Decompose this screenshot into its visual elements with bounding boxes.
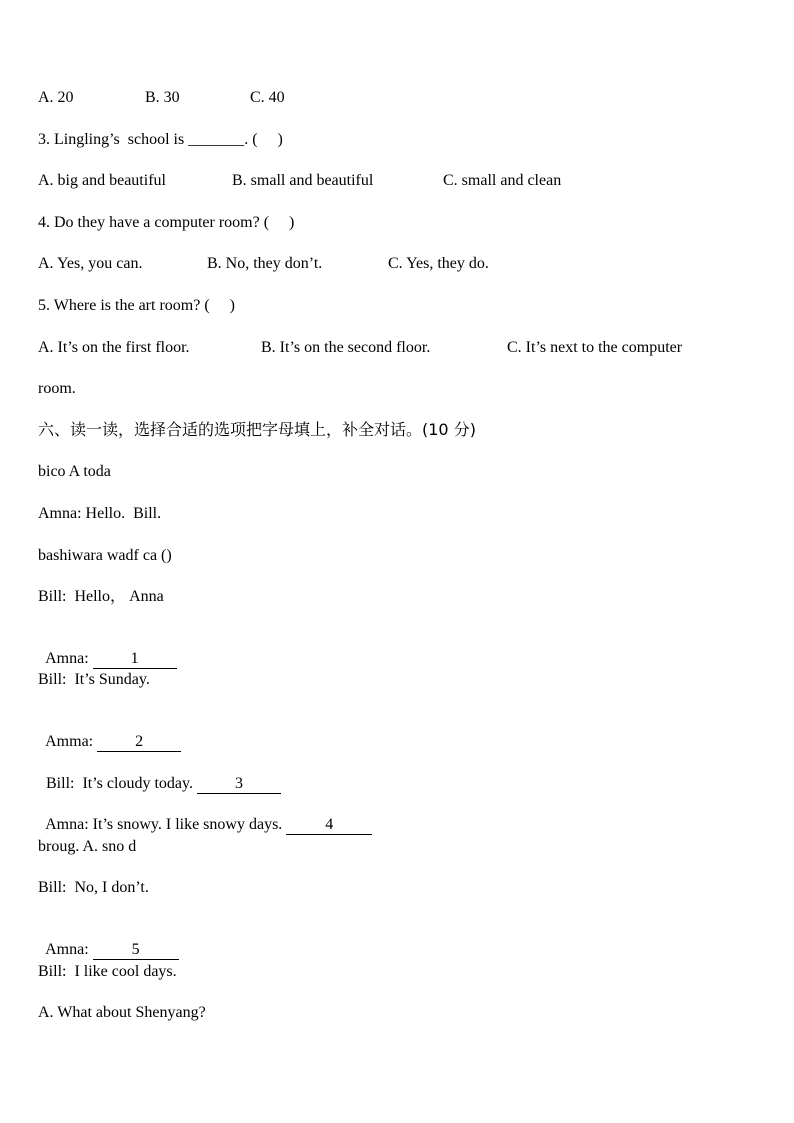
answer-option-a: A. What about Shenyang? [38, 1004, 206, 1021]
q5-question: 5. Where is the art room? ( ) [38, 297, 235, 314]
speaker-text: Amna: [45, 941, 93, 958]
q4-question: 4. Do they have a computer room? ( ) [38, 214, 295, 231]
dialogue-line: Bill: I like cool days. [38, 963, 177, 980]
speaker-text: Amma: [45, 733, 98, 750]
q5-option-c: C. It’s next to the computer [507, 339, 683, 356]
speaker-text: Amna: It’s snowy. I like snowy days. [45, 816, 287, 833]
q3-question: 3. Lingling’s school is _______. ( ) [38, 131, 283, 148]
dialogue-line: broug. A. sno d [38, 838, 137, 855]
dialogue-line: bashiwara wadf ca () [38, 547, 172, 564]
answer-blank-3[interactable]: 3 [197, 775, 281, 794]
q2-option-a: A. 20 [38, 89, 74, 106]
q3-option-a: A. big and beautiful [38, 172, 166, 189]
q4-option-c: C. Yes, they do. [388, 255, 489, 272]
q5-option-b: B. It’s on the second floor. [261, 339, 431, 356]
speaker-text: Bill: It’s cloudy today. [46, 775, 197, 792]
answer-blank-5[interactable]: 5 [93, 941, 179, 960]
dialogue-line: bico A toda [38, 463, 111, 480]
answer-blank-4[interactable]: 4 [286, 816, 372, 835]
dialogue-line-with-blank [38, 795, 372, 835]
dialogue-line: Bill: Hello， Anna [38, 588, 164, 605]
dialogue-line-with-blank [38, 920, 179, 960]
q5-option-a: A. It’s on the first floor. [38, 339, 190, 356]
q3-option-b: B. small and beautiful [232, 172, 374, 189]
answer-blank-2[interactable]: 2 [97, 733, 181, 752]
section-heading: 六、读一读，选择合适的选项把字母填上，补全对话。(10 分) [38, 420, 476, 439]
q2-option-b: B. 30 [145, 89, 180, 106]
dialogue-line-with-blank [38, 712, 181, 752]
dialogue-line-with-blank [38, 754, 281, 794]
speaker-text: Amna: [45, 650, 93, 667]
dialogue-line: Amna: Hello. Bill. [38, 505, 162, 522]
q2-option-c: C. 40 [250, 89, 285, 106]
dialogue-line-with-blank [38, 629, 177, 669]
dialogue-line: Bill: No, I don’t. [38, 879, 149, 896]
q4-option-a: A. Yes, you can. [38, 255, 143, 272]
answer-blank-1[interactable]: 1 [93, 650, 177, 669]
q5-option-continuation: room. [38, 380, 76, 397]
dialogue-line: Bill: It’s Sunday. [38, 671, 150, 688]
q3-option-c: C. small and clean [443, 172, 562, 189]
q4-option-b: B. No, they don’t. [207, 255, 323, 272]
